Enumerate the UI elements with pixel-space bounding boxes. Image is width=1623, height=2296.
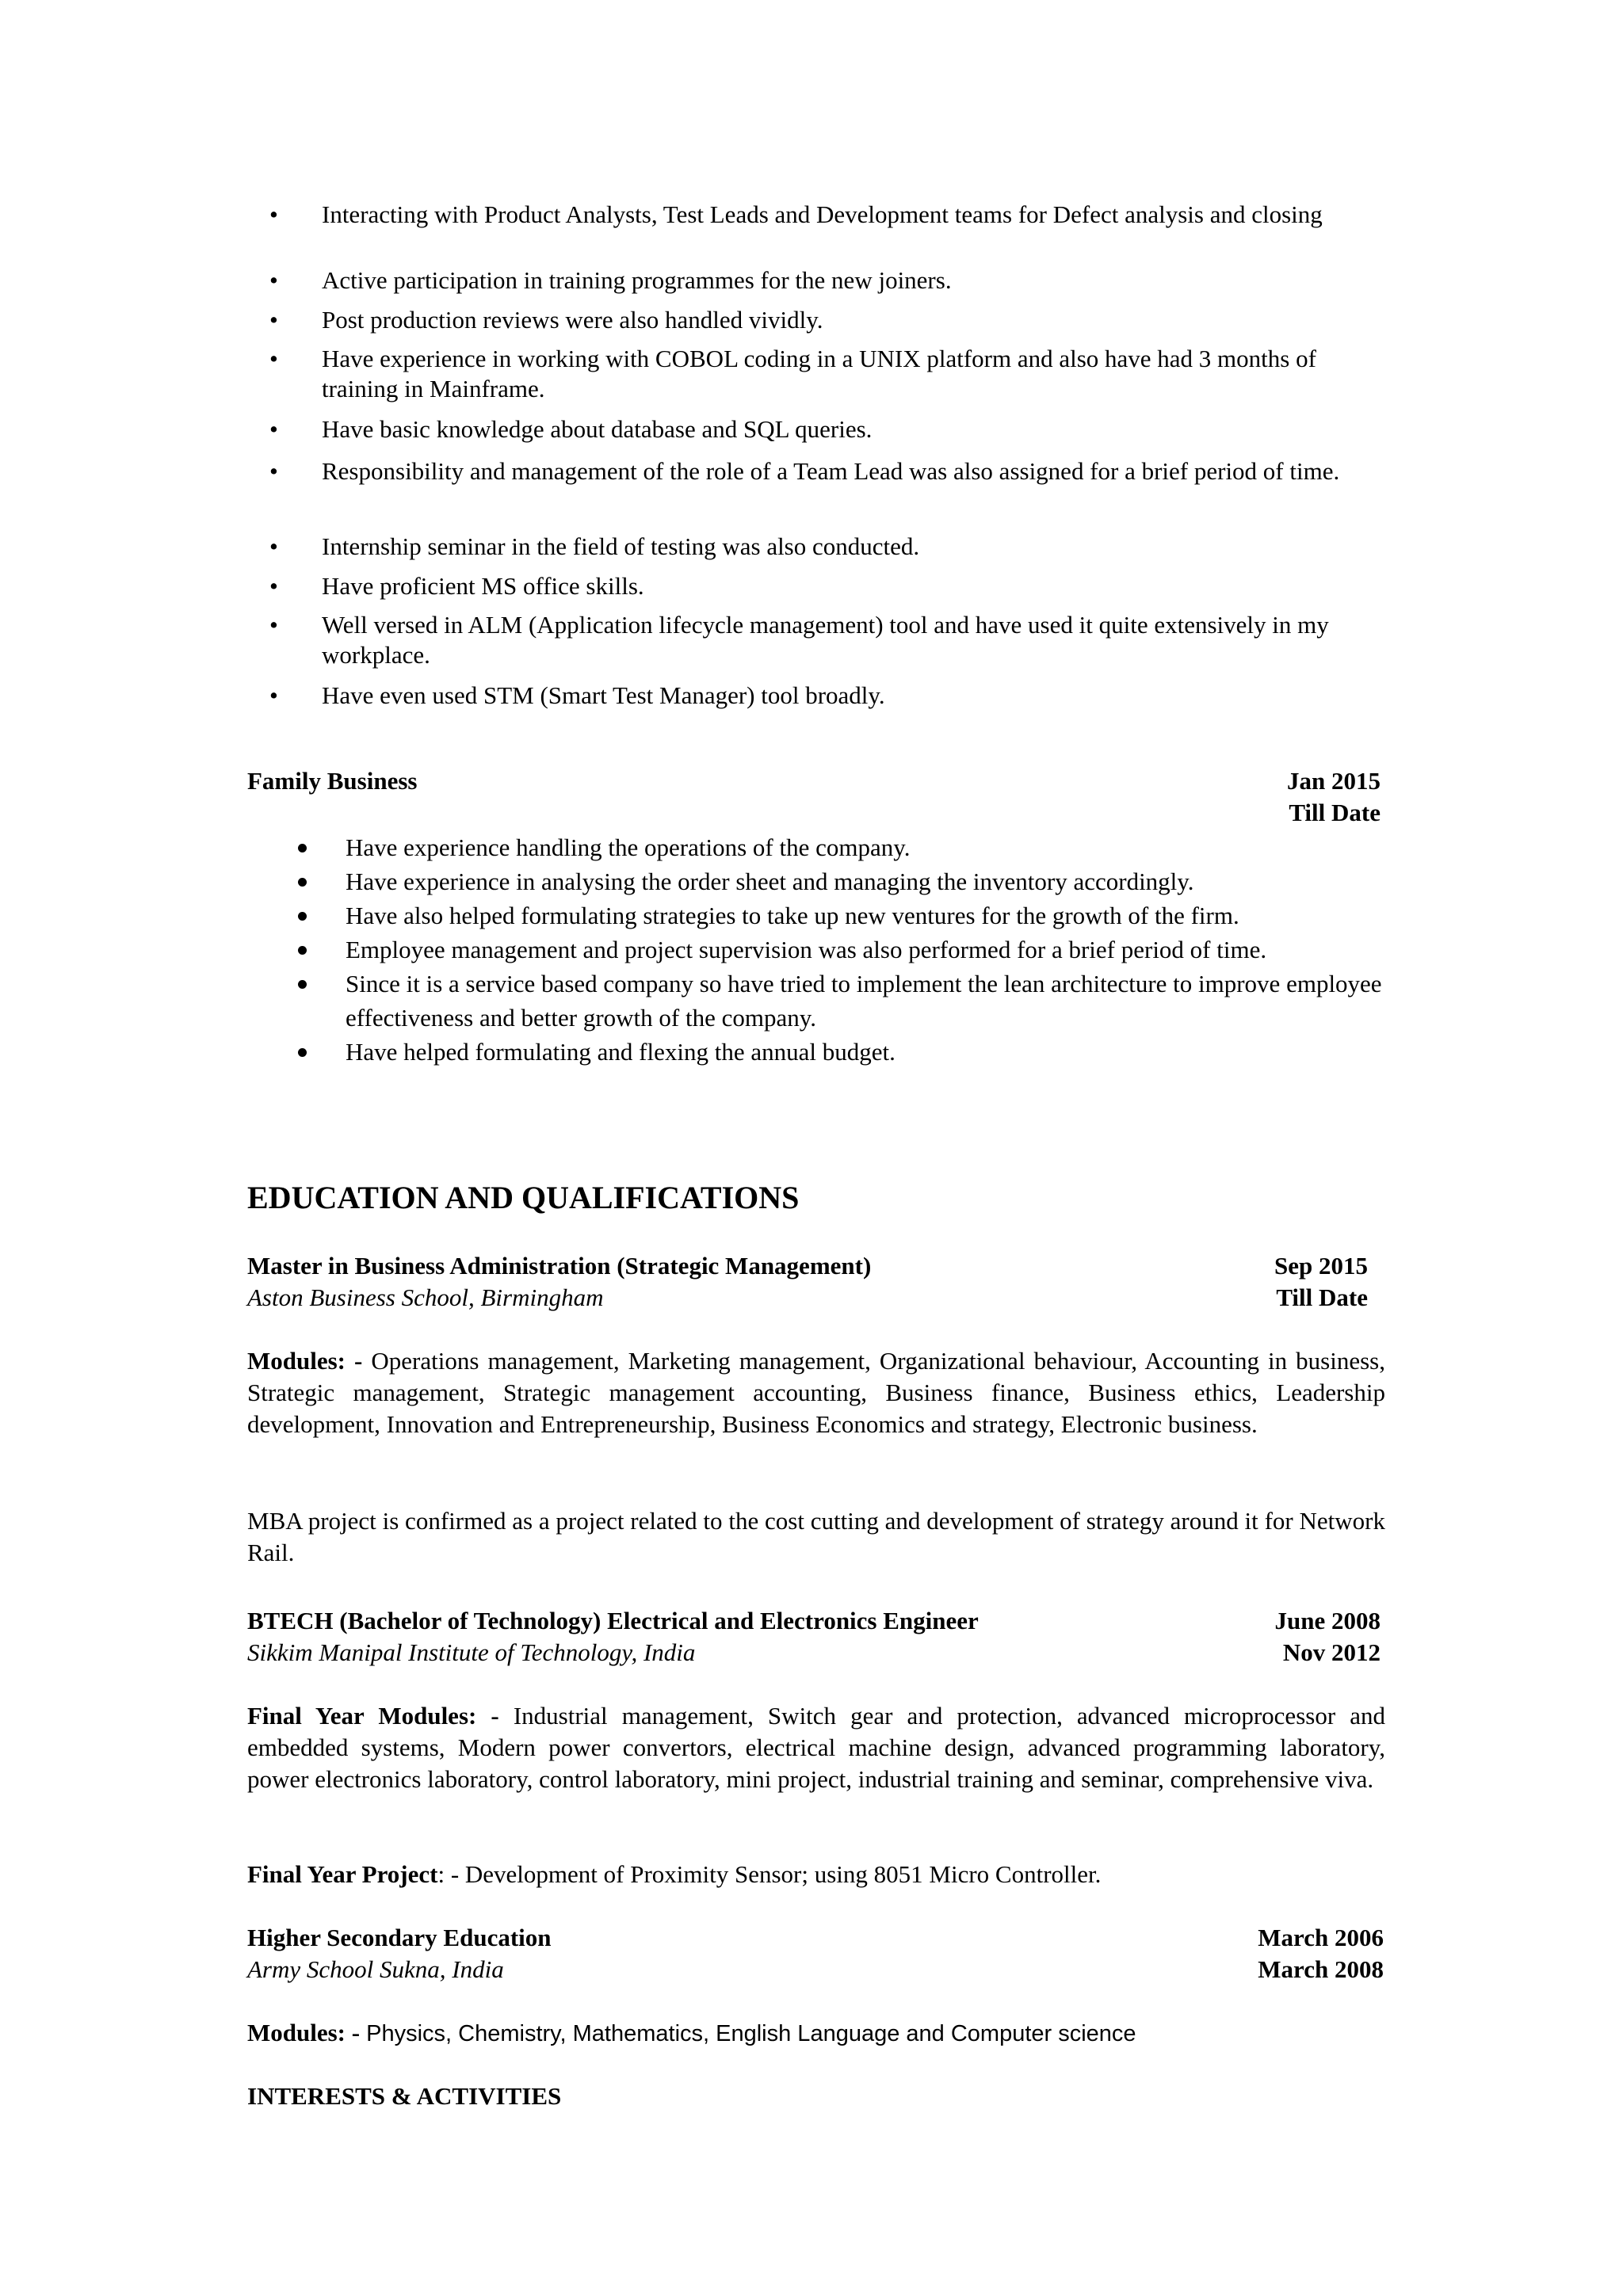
list-item-text: Have helped formulating and flexing the annual budget. xyxy=(346,1038,896,1066)
list-item xyxy=(265,453,1390,531)
list-item-text: Since it is a service based company so have tried to implement the lean architecture to improve employee effectiveness and better growth of the company. xyxy=(346,970,1382,1032)
btech-modules-label: Final Year Modules: - xyxy=(247,1702,499,1730)
bullet-dot-icon xyxy=(298,980,307,989)
family-business-title: Family Business xyxy=(247,767,418,795)
bullet-icon: • xyxy=(269,415,278,443)
list-item xyxy=(288,933,1414,967)
list-item-text: Have also helped formulating strategies to take up new ventures for the growth of the firm. xyxy=(346,902,1239,929)
hse-modules-text: Physics, Chemistry, Mathematics, English Language and Computer science xyxy=(360,2021,1136,2046)
btech-modules-text: Industrial management, Switch gear and protection, advanced microprocessor and embedded systems, Modern power convertors, electrical machine design, advanced programming laboratory, power electronics laboratory, control laboratory, mini project, industrial training and seminar, comprehensive viva. xyxy=(247,1702,1385,1793)
mba-end-date: Till Date xyxy=(1276,1283,1368,1311)
bullet-icon: • xyxy=(269,266,278,294)
interests-heading: INTERESTS & ACTIVITIES xyxy=(247,2082,562,2110)
mba-school: Aston Business School, Birmingham xyxy=(247,1283,604,1311)
list-item xyxy=(288,830,1414,864)
btech-school: Sikkim Manipal Institute of Technology, India xyxy=(247,1638,696,1666)
list-item xyxy=(265,344,1390,414)
list-item-text: Have basic knowledge about database and SQL queries. xyxy=(322,415,873,443)
mba-modules-paragraph xyxy=(247,1345,1385,1440)
bullet-icon: • xyxy=(269,572,278,600)
family-business-start-date: Jan 2015 xyxy=(1287,767,1381,795)
list-item-text: Internship seminar in the field of testing was also conducted. xyxy=(322,532,920,560)
bullet-dot-icon xyxy=(298,946,307,955)
list-item-text: Active participation in training programmes for the new joiners. xyxy=(322,266,952,294)
mba-modules-label: Modules: - xyxy=(247,1347,363,1375)
bullet-icon: • xyxy=(269,611,278,639)
list-item-text: Have experience handling the operations of the company. xyxy=(346,833,911,861)
bullet-icon: • xyxy=(269,457,278,485)
family-business-bullet-list xyxy=(288,830,1414,1069)
list-item xyxy=(288,898,1414,933)
hse-modules-label: Modules: - xyxy=(247,2019,361,2046)
mba-start-date: Sep 2015 xyxy=(1274,1252,1368,1280)
list-item-text: Have experience in working with COBOL coding in a UNIX platform and also have had 3 months of training in Mainframe. xyxy=(322,345,1316,402)
btech-degree: BTECH (Bachelor of Technology) Electrical and Electronics Engineer xyxy=(247,1607,979,1634)
mba-project-paragraph: MBA project is confirmed as a project related to the cost cutting and development of strategy around it for Network Rail. xyxy=(247,1507,1385,1566)
btech-modules-paragraph xyxy=(247,1700,1385,1795)
hse-degree: Higher Secondary Education xyxy=(247,1924,552,1951)
list-item xyxy=(288,864,1414,898)
hse-school: Army School Sukna, India xyxy=(247,1955,504,1983)
list-item xyxy=(265,610,1390,680)
mba-modules-text: Operations management, Marketing management, Organizational behaviour, Accounting in business, Strategic management, Strategic management accounting, Business finance, Business ethics, Leadership development, Innovation and Entrepreneurship, Business Economics and strategy, Electronic business. xyxy=(247,1347,1385,1438)
list-item xyxy=(288,1035,1414,1069)
list-item xyxy=(265,200,1390,265)
family-business-end-date: Till Date xyxy=(1289,799,1381,826)
list-item-text: Responsibility and management of the role of a Team Lead was also assigned for a brief period of time. xyxy=(322,457,1340,485)
list-item-text: Employee management and project supervision was also performed for a brief period of time. xyxy=(346,936,1267,963)
list-item xyxy=(265,304,1390,344)
education-heading: EDUCATION AND QUALIFICATIONS xyxy=(247,1180,800,1215)
bullet-icon: • xyxy=(269,532,278,560)
list-item xyxy=(265,680,1390,719)
bullet-dot-icon xyxy=(298,912,307,921)
list-item xyxy=(265,531,1390,570)
btech-start-date: June 2008 xyxy=(1274,1607,1381,1634)
btech-project-label: Final Year Project xyxy=(247,1860,438,1888)
list-item-text: Have experience in analysing the order sheet and managing the inventory accordingly. xyxy=(346,868,1194,895)
bullet-dot-icon xyxy=(298,844,307,852)
bullet-dot-icon xyxy=(298,1048,307,1057)
btech-project-paragraph xyxy=(247,1859,1385,1890)
list-item xyxy=(265,570,1390,610)
bullet-dot-icon xyxy=(298,878,307,887)
experience-bullet-list xyxy=(265,200,1390,719)
bullet-icon: • xyxy=(269,681,278,709)
btech-end-date: Nov 2012 xyxy=(1282,1638,1381,1666)
list-item xyxy=(288,967,1414,1035)
list-item xyxy=(265,414,1390,453)
hse-end-date: March 2008 xyxy=(1258,1955,1384,1983)
bullet-icon: • xyxy=(269,306,278,334)
list-item-text: Have even used STM (Smart Test Manager) tool broadly. xyxy=(322,681,885,709)
list-item-text: Well versed in ALM (Application lifecycle management) tool and have used it quite extensively in my workplace. xyxy=(322,611,1329,669)
list-item-text: Have proficient MS office skills. xyxy=(322,572,644,600)
btech-project-text: : - Development of Proximity Sensor; using 8051 Micro Controller. xyxy=(437,1860,1102,1888)
list-item-text: Post production reviews were also handled vividly. xyxy=(322,306,823,334)
hse-start-date: March 2006 xyxy=(1258,1924,1384,1951)
bullet-icon: • xyxy=(269,345,278,372)
bullet-icon: • xyxy=(269,200,278,228)
mba-degree: Master in Business Administration (Strategic Management) xyxy=(247,1252,872,1280)
list-item-text: Interacting with Product Analysts, Test Leads and Development teams for Defect analysis and closing xyxy=(322,200,1323,228)
hse-modules-paragraph xyxy=(247,2017,1385,2050)
list-item xyxy=(265,265,1390,304)
